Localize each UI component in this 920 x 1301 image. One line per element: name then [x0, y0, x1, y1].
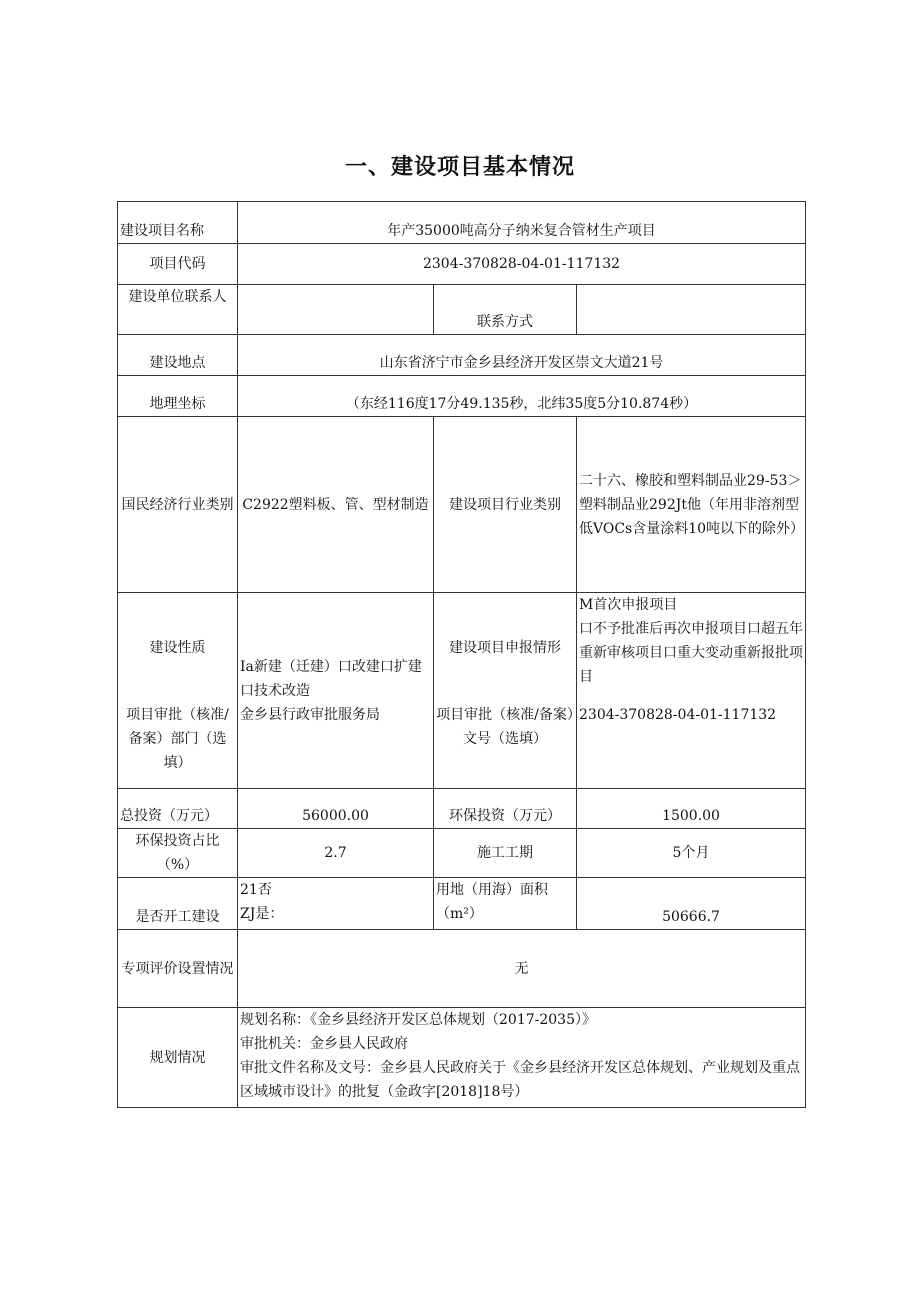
contact-method-label: 联系方式	[434, 285, 577, 335]
row-planning	[118, 1008, 806, 1108]
planning-label: 规划情况	[118, 1008, 238, 1108]
project-name-label: 建设项目名称	[118, 202, 238, 244]
approval-no-value: 2304-370828-04-01-117132	[577, 703, 806, 789]
contact-value	[238, 285, 434, 335]
land-area-value: 50666.7	[577, 878, 806, 930]
location-value: 山东省济宁市金乡县经济开发区崇文大道21号	[238, 335, 806, 376]
page-title: 一、建设项目基本情况	[344, 155, 575, 180]
nature-value: Ia新建（迁建）口改建口扩建口技术改造	[238, 593, 434, 703]
started-value	[238, 878, 434, 930]
declaration-line: M首次申报项目	[579, 597, 678, 613]
coordinates-value: （东经116度17分49.135秒，北纬35度5分10.874秒）	[238, 376, 806, 417]
started-option-no: 21否	[240, 882, 272, 898]
location-label: 建设地点	[118, 335, 238, 376]
row-location	[118, 335, 806, 376]
investment-value: 56000.00	[238, 789, 434, 829]
special-eval-label: 专项评价设置情况	[118, 930, 238, 1008]
project-industry-label: 建设项目行业类别	[434, 417, 577, 593]
contact-method-value	[577, 285, 806, 335]
planning-line: 审批文件名称及文号：金乡县人民政府关于《金乡县经济开发区总体规划、产业规划及重点区域城市设计》的批复（金政字[2018]18号）	[240, 1060, 800, 1100]
planning-value	[238, 1008, 806, 1108]
declaration-line: 口不予批准后再次申报项目口超五年重新审核项目口重大变动重新报批项目	[579, 621, 803, 685]
env-investment-value: 1500.00	[577, 789, 806, 829]
approval-dept-label: 项目审批（核准/备案）部门（选填）	[118, 703, 238, 789]
industry-label: 国民经济行业类别	[118, 417, 238, 593]
construction-period-value: 5个月	[577, 829, 806, 878]
project-info-table	[117, 201, 806, 1108]
planning-line: 审批机关：金乡县人民政府	[240, 1036, 408, 1052]
land-area-label: 用地（用海）面积（m²）	[434, 878, 577, 930]
construction-period-label: 施工工期	[434, 829, 577, 878]
row-started	[118, 878, 806, 930]
project-code-label: 项目代码	[118, 244, 238, 285]
contact-label: 建设单位联系人	[118, 285, 238, 335]
nature-label: 建设性质	[118, 593, 238, 703]
env-investment-label: 环保投资（万元）	[434, 789, 577, 829]
env-ratio-value: 2.7	[238, 829, 434, 878]
row-special	[118, 930, 806, 1008]
row-industry	[118, 417, 806, 593]
started-option-yes: ZJ是：	[240, 906, 284, 922]
industry-value: C2922塑料板、管、型材制造	[238, 417, 434, 593]
planning-line: 规划名称：《金乡县经济开发区总体规划（2017-2035）》	[240, 1012, 596, 1028]
project-code-value: 2304-370828-04-01-117132	[238, 244, 806, 285]
row-nature	[118, 593, 806, 703]
project-name-value: 年产35000吨高分子纳米复合管材生产项目	[238, 202, 806, 244]
row-contact	[118, 285, 806, 335]
row-coordinates	[118, 376, 806, 417]
coordinates-label: 地理坐标	[118, 376, 238, 417]
approval-no-label: 项目审批（核准/备案）文号（选填）	[434, 703, 577, 789]
investment-label: 总投资（万元）	[118, 789, 238, 829]
row-investment	[118, 789, 806, 829]
approval-dept-value: 金乡县行政审批服务局	[238, 703, 434, 789]
row-project-code	[118, 244, 806, 285]
started-label: 是否开工建设	[118, 878, 238, 930]
row-approval	[118, 703, 806, 789]
declaration-value	[577, 593, 806, 703]
declaration-label: 建设项目申报情形	[434, 593, 577, 703]
env-ratio-label: 环保投资占比（%）	[118, 829, 238, 878]
special-eval-value: 无	[238, 930, 806, 1008]
row-project-name	[118, 202, 806, 244]
project-industry-value: 二十六、橡胶和塑料制品业29-53＞塑料制品业292Jt他（年用非溶剂型低VOCs含量涂料10吨以下的除外）	[577, 417, 806, 593]
row-ratio	[118, 829, 806, 878]
